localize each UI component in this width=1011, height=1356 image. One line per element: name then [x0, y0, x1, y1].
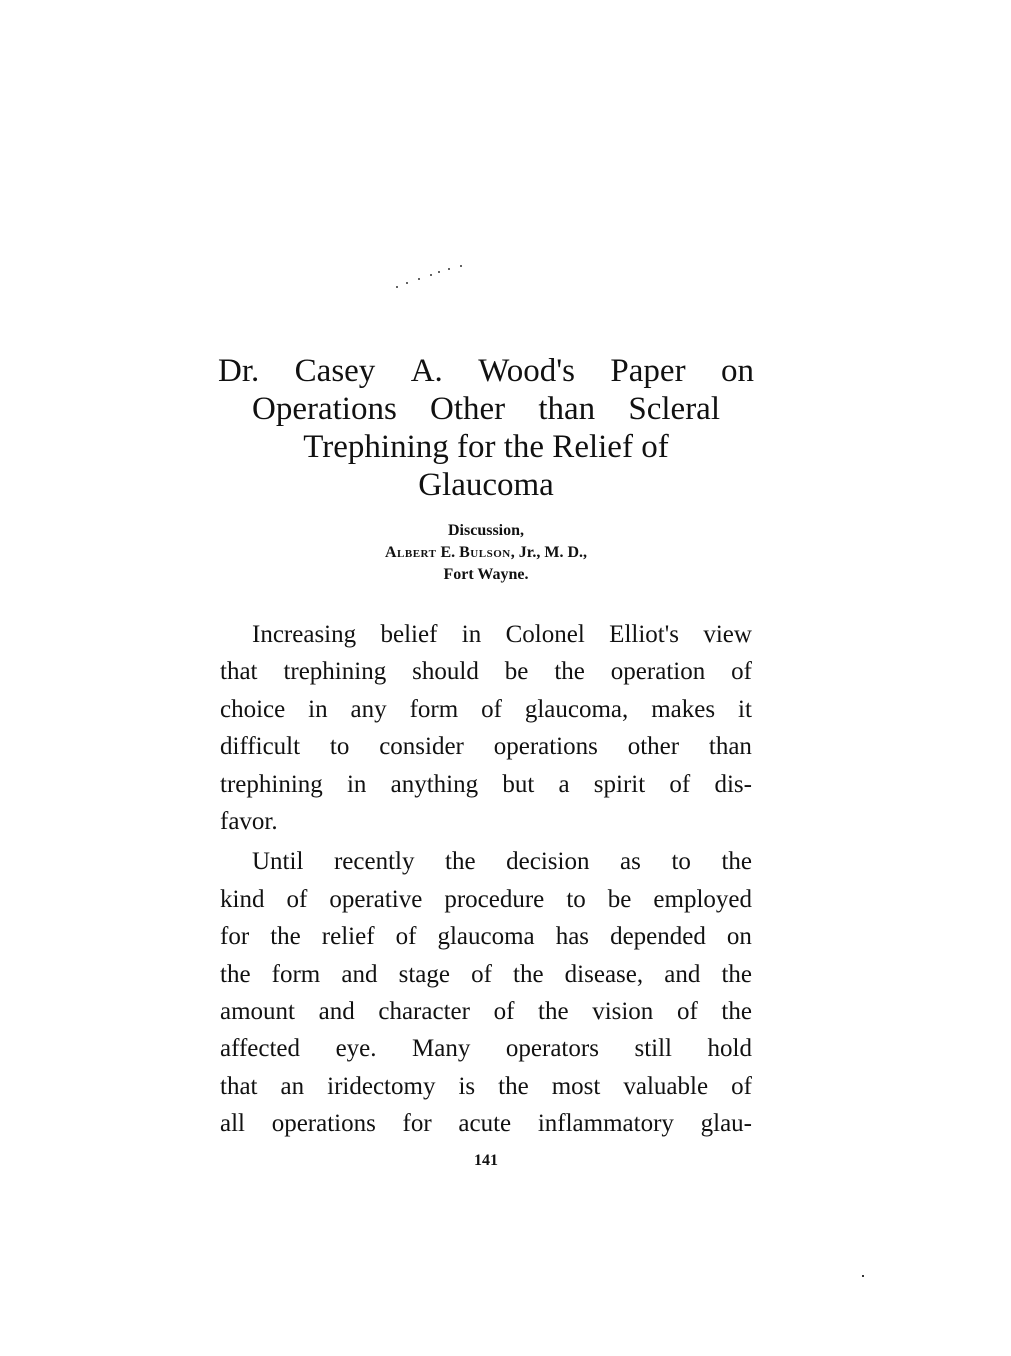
word: has [555, 923, 590, 951]
word: other [627, 733, 680, 761]
word: be [607, 885, 632, 913]
word: iridectomy [327, 1072, 436, 1100]
word: the [220, 960, 251, 988]
word: the [721, 960, 752, 988]
article-title [218, 352, 754, 504]
text-line [220, 803, 752, 840]
word: Until [252, 848, 304, 876]
word: a [558, 770, 570, 798]
word: choice [220, 695, 286, 723]
word: should [412, 658, 479, 686]
word: in [346, 770, 367, 798]
word: consider [379, 733, 464, 761]
word: amount [220, 998, 295, 1026]
discussion-label: Discussion, [447, 522, 525, 539]
word: Many [412, 1035, 471, 1063]
word: and [318, 998, 355, 1026]
body-text [220, 616, 752, 1143]
word: is [458, 1072, 476, 1100]
word: recently [333, 848, 415, 876]
word: favor. [220, 808, 278, 836]
word: of [286, 885, 308, 913]
word: as [620, 848, 641, 876]
text-line [220, 766, 752, 803]
word: procedure [444, 885, 545, 913]
page-number: 141 [474, 1152, 498, 1169]
word: it [738, 695, 752, 723]
word: the [554, 658, 585, 686]
author-name: Albert E. Bulson, Jr., M. D., [384, 544, 587, 561]
word: decision [506, 848, 590, 876]
word: of [481, 695, 502, 723]
word: on [726, 923, 752, 951]
text-line [220, 843, 752, 880]
word: operative [329, 885, 423, 913]
word: in [308, 695, 328, 723]
word: trephining [220, 770, 323, 798]
word: of [731, 1072, 752, 1100]
word: all [220, 1110, 245, 1138]
word: hold [707, 1035, 752, 1063]
word: of [395, 923, 417, 951]
word: the [721, 998, 752, 1026]
author-location: Fort Wayne. [443, 566, 529, 583]
word: that [220, 1072, 258, 1100]
text-line [220, 691, 752, 728]
word: acute [458, 1110, 512, 1138]
word: the [538, 998, 569, 1026]
word: Increasing [252, 621, 357, 648]
word: in [461, 621, 482, 648]
word: and [664, 960, 701, 988]
word: trephining [283, 658, 387, 686]
word: operations [493, 733, 598, 761]
word: for [220, 923, 250, 951]
word: the [445, 848, 476, 876]
text-line [220, 1105, 752, 1142]
word: the [513, 960, 544, 988]
word: the [721, 848, 752, 876]
text-line [220, 956, 752, 993]
word: Colonel [505, 621, 585, 648]
word: difficult [220, 733, 301, 761]
word: most [551, 1072, 601, 1100]
word: any [350, 695, 387, 723]
text-line [220, 616, 752, 653]
word: of [676, 998, 698, 1026]
word: Elliot's [609, 621, 679, 648]
word: anything [390, 770, 479, 798]
word: character [378, 998, 470, 1026]
word: glaucoma, [524, 695, 629, 723]
word: spirit [593, 770, 646, 798]
word: of [471, 960, 492, 988]
byline [218, 520, 754, 586]
word: vision [592, 998, 654, 1026]
word: the [270, 923, 301, 951]
word: employed [653, 885, 752, 913]
text-line [220, 653, 752, 690]
text-line [220, 881, 752, 918]
print-specks-decoration [392, 262, 472, 292]
paragraph [220, 616, 752, 840]
text-line [220, 1030, 752, 1067]
word: valuable [623, 1072, 709, 1100]
word: stage [398, 960, 450, 988]
title-line-1: Dr. Casey A. Wood's Paper on [218, 353, 754, 389]
word: glaucoma [437, 923, 535, 951]
word: view [703, 621, 752, 648]
word: to [566, 885, 586, 913]
word: of [493, 998, 515, 1026]
title-line-4: Glaucoma [418, 467, 554, 503]
word: and [341, 960, 378, 988]
word: form [271, 960, 321, 988]
word: of [731, 658, 752, 686]
word: dis- [714, 770, 752, 798]
word: form [409, 695, 459, 723]
word: to [329, 733, 350, 761]
word: operators [505, 1035, 599, 1063]
word: to [671, 848, 691, 876]
word: of [669, 770, 691, 798]
title-line-2: Operations Other than Scleral [252, 391, 720, 427]
print-speck-decoration [862, 1275, 864, 1277]
word: relief [321, 923, 375, 951]
text-line [220, 918, 752, 955]
word: inflammatory [537, 1110, 674, 1138]
word: belief [380, 621, 438, 648]
word: kind [220, 885, 265, 913]
word: makes [651, 695, 716, 723]
title-line-3: Trephining for the Relief of [303, 429, 669, 465]
word: but [502, 770, 535, 798]
word: still [634, 1035, 672, 1063]
word: that [220, 658, 258, 686]
word: operations [271, 1110, 376, 1138]
word: an [280, 1072, 305, 1100]
word: for [402, 1110, 432, 1138]
word: the [498, 1072, 529, 1100]
word: eye. [335, 1035, 377, 1063]
word: operation [610, 658, 706, 686]
word: be [504, 658, 529, 686]
word: than [708, 733, 752, 761]
paragraph [220, 843, 752, 1142]
text-line [220, 728, 752, 765]
word: affected [220, 1035, 301, 1063]
text-line [220, 993, 752, 1030]
text-line [220, 1068, 752, 1105]
word: depended [610, 923, 706, 951]
word: disease, [564, 960, 644, 988]
word: glau- [700, 1110, 752, 1138]
